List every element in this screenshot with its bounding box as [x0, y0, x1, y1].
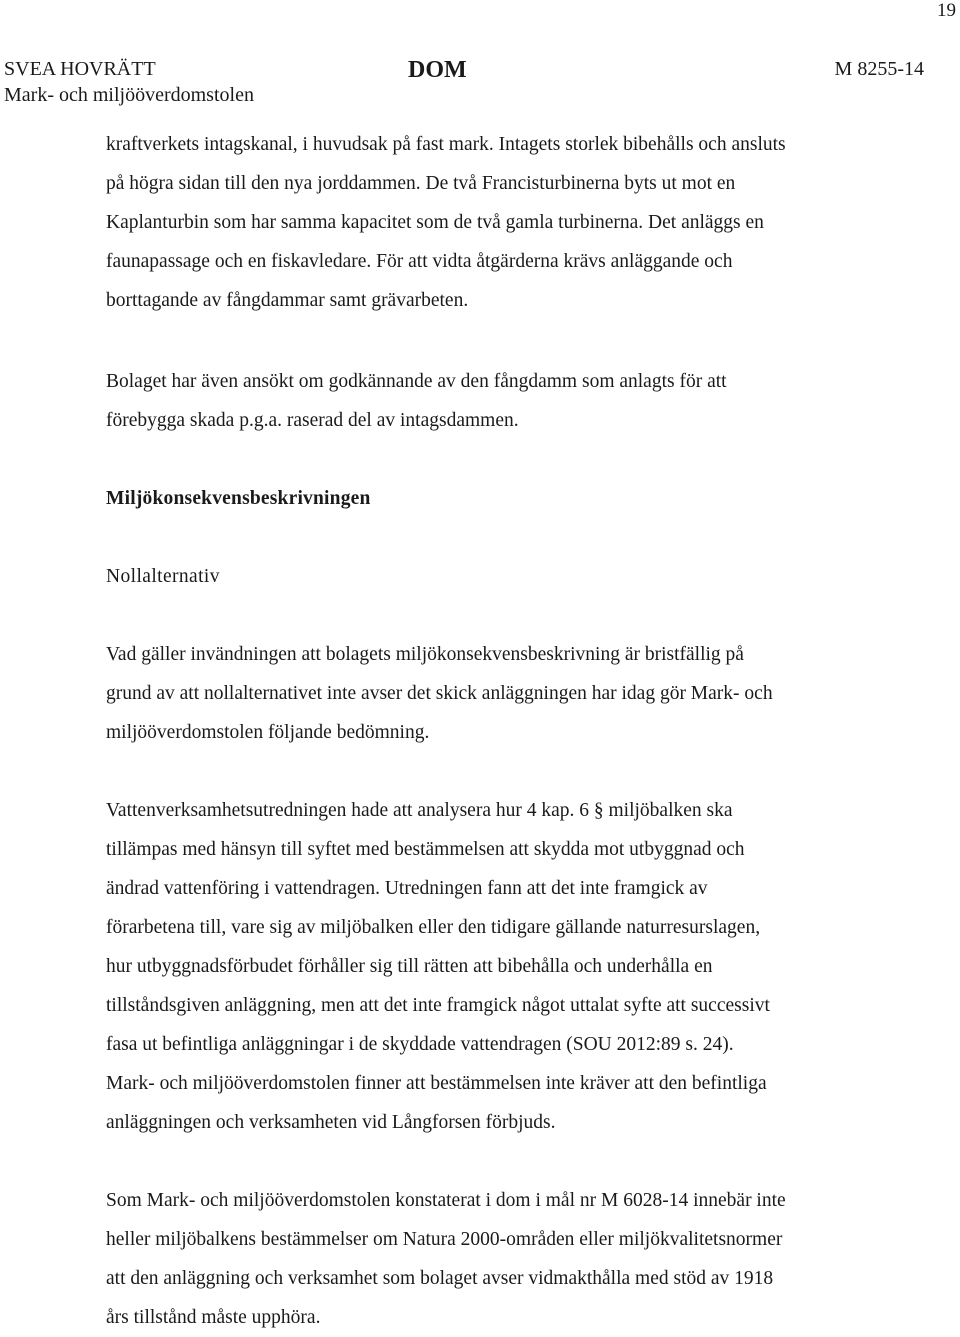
text-line: Vad gäller invändningen att bolagets miljökonsekvensbeskrivning är bristfällig på [106, 644, 744, 665]
text-line: tillståndsgiven anläggning, men att det inte framgick något uttalat syfte att successivt [106, 995, 770, 1016]
section-heading: Miljökonsekvensbeskrivningen [106, 488, 371, 509]
paragraph-natura-2000 [106, 1181, 906, 1337]
text-line: Vattenverksamhetsutredningen hade att analysera hur 4 kap. 6 § miljöbalken ska [106, 800, 733, 821]
text-line: faunapassage och en fiskavledare. För att vidta åtgärderna krävs anläggande och [106, 251, 733, 272]
text-line: borttagande av fångdammar samt grävarbeten. [106, 290, 469, 311]
text-line: heller miljöbalkens bestämmelser om Natura 2000-områden eller miljökvalitetsnormer [106, 1229, 783, 1250]
text-line: förebygga skada p.g.a. raserad del av intagsdammen. [106, 410, 519, 431]
text-line: Mark- och miljööverdomstolen finner att bestämmelsen inte kräver att den befintliga [106, 1073, 767, 1094]
court-division: Mark- och miljööverdomstolen [4, 84, 254, 106]
text-line: att den anläggning och verksamhet som bolaget avser vidmakthålla med stöd av 1918 [106, 1268, 774, 1289]
paragraph-investigation [106, 791, 906, 1142]
case-number: M 8255-14 [834, 58, 924, 80]
text-line: miljööverdomstolen följande bedömning. [106, 722, 430, 743]
text-line: kraftverkets intagskanal, i huvudsak på fast mark. Intagets storlek bibehålls och ansluts [106, 134, 786, 155]
court-name: SVEA HOVRÄTT [4, 58, 156, 80]
text-line: Bolaget har även ansökt om godkännande av den fångdamm som anlagts för att [106, 371, 727, 392]
text-line: anläggningen och verksamheten vid Långforsen förbjuds. [106, 1112, 556, 1133]
text-line: Kaplanturbin som har samma kapacitet som de två gamla turbinerna. Det anläggs en [106, 212, 764, 233]
text-line: Som Mark- och miljööverdomstolen konstaterat i dom i mål nr M 6028-14 innebär inte [106, 1190, 786, 1211]
paragraph-objection [106, 635, 906, 752]
text-line: grund av att nollalternativet inte avser det skick anläggningen har idag gör Mark- och [106, 683, 773, 704]
text-line: fasa ut befintliga anläggningar i de skyddade vattendragen (SOU 2012:89 s. 24). [106, 1034, 734, 1055]
text-line: på högra sidan till den nya jorddammen. De två Francisturbinerna byts ut mot en [106, 173, 736, 194]
text-line: hur utbyggnadsförbudet förhåller sig till rätten att bibehålla och underhålla en [106, 956, 713, 977]
subheading: Nollalternativ [106, 566, 220, 587]
header-court-block [4, 56, 254, 108]
text-line: förarbetena till, vare sig av miljöbalken eller den tidigare gällande naturresurslagen, [106, 917, 761, 938]
text-line: ändrad vattenföring i vattendragen. Utredningen fann att det inte framgick av [106, 878, 708, 899]
paragraph-project-description [106, 125, 906, 320]
page-number: 19 [937, 0, 956, 21]
document-type: DOM [408, 57, 467, 83]
paragraph-cofferdam-application [106, 362, 906, 440]
text-line: tillämpas med hänsyn till syftet med bestämmelsen att skydda mot utbyggnad och [106, 839, 745, 860]
text-line: års tillstånd måste upphöra. [106, 1307, 321, 1328]
